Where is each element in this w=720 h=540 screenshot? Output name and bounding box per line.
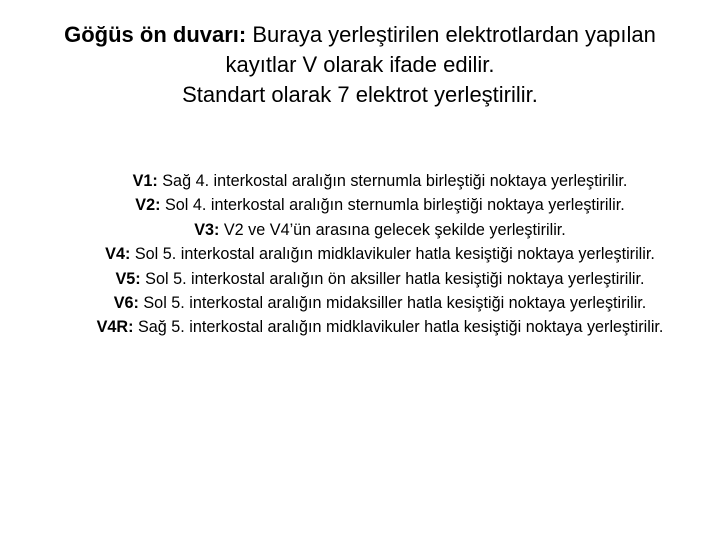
- electrode-entry-v5: [60, 267, 700, 291]
- electrode-entry-v3: [60, 218, 700, 242]
- electrode-entry-v4: [60, 242, 700, 266]
- electrode-description: V2 ve V4’ün arasına gelecek şekilde yerleştirilir.: [219, 220, 566, 239]
- heading-line-3: Standart olarak 7 elektrot yerleştirilir.: [182, 82, 538, 107]
- electrode-code: V5:: [115, 269, 141, 288]
- electrode-description: Sol 5. interkostal aralığın ön aksiller hatla kesiştiği noktaya yerleştirilir.: [140, 269, 645, 288]
- electrode-code: V6:: [113, 294, 139, 313]
- heading-term: Göğüs ön duvarı:: [64, 22, 247, 47]
- electrode-code: V2:: [135, 196, 161, 215]
- heading-line-1: [20, 20, 700, 50]
- electrode-code: V4:: [105, 245, 131, 264]
- electrode-description: Sağ 4. interkostal aralığın sternumla birleştiği noktaya yerleştirilir.: [157, 172, 628, 190]
- heading-line-1-text: Buraya yerleştirilen elektrotlardan yapılan: [246, 22, 656, 47]
- electrode-description: Sol 5. interkostal aralığın midklavikuler hatla kesiştiği noktaya yerleştirilir.: [130, 245, 655, 264]
- electrode-code: V4R:: [96, 318, 134, 337]
- electrode-list: [60, 169, 700, 340]
- electrode-description: Sağ 5. interkostal aralığın midklavikuler hatla kesiştiği noktaya yerleştirilir.: [133, 318, 664, 337]
- electrode-entry-v2: [60, 193, 700, 217]
- electrode-description: Sol 5. interkostal aralığın midaksiller hatla kesiştiği noktaya yerleştirilir.: [138, 294, 647, 313]
- electrode-code: V3:: [194, 220, 220, 239]
- heading-line-2: kayıtlar V olarak ifade edilir.: [225, 52, 495, 77]
- electrode-entry-v4r: [60, 315, 700, 339]
- electrode-entry-v1: [60, 169, 700, 193]
- electrode-entry-v6: [60, 291, 700, 315]
- electrode-code: V1:: [132, 172, 158, 190]
- slide-heading: [20, 20, 700, 110]
- electrode-description: Sol 4. interkostal aralığın sternumla birleştiği noktaya yerleştirilir.: [160, 196, 625, 215]
